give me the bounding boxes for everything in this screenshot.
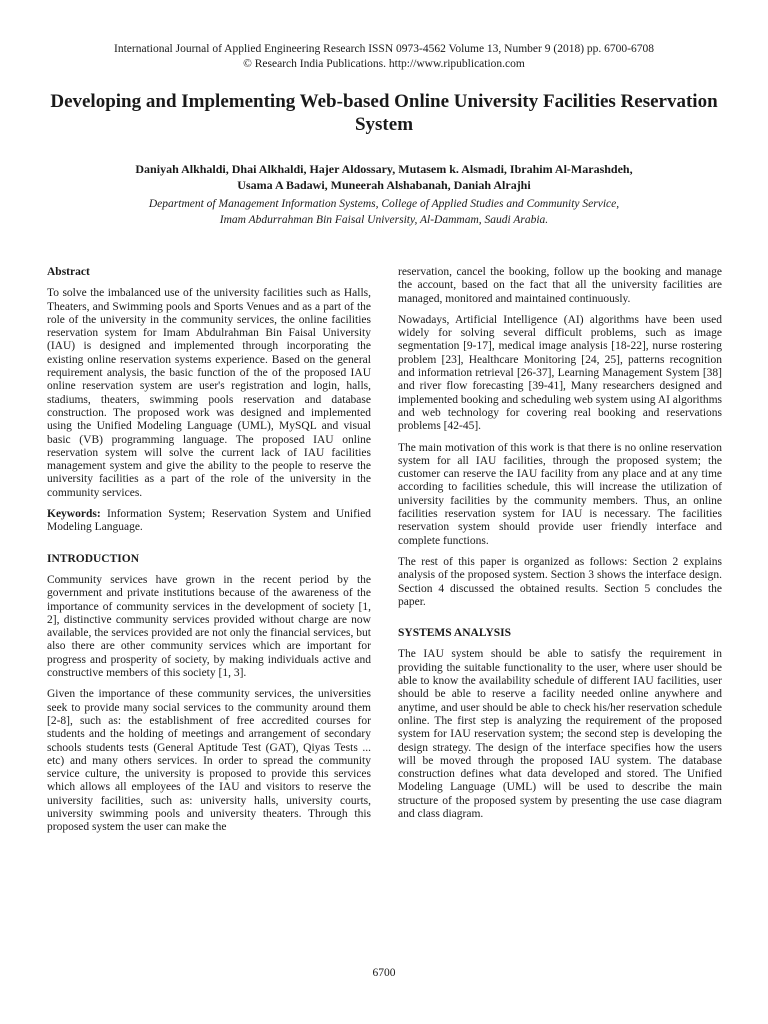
right-paragraph-1: reservation, cancel the booking, follow up the booking and manage the account, based on the fact that all the university facilities are managed, monitored and maintained continuously. [398, 266, 722, 305]
authors [40, 161, 728, 193]
journal-line: International Journal of Applied Engineering Research ISSN 0973-4562 Volume 13, Number 9 (2018) pp. 6700-6708 [114, 43, 654, 55]
systems-analysis-heading: SYSTEMS ANALYSIS [398, 627, 512, 640]
keywords-text: Information System; Reservation System and Unified Modeling Language. [47, 508, 372, 534]
keywords [47, 508, 371, 535]
right-paragraph-2: Nowadays, Artificial Intelligence (AI) algorithms have been used widely for solving several difficult problems, such as image segmentation [9-17], medical image analysis [18-22], nurse rostering problem [23], Healthcare Monitoring [24, 25], patterns recognition and information retrieval [26-37], Learning Management System [38] and river flow forecasting [39-41], Many researchers designed and implemented booking and scheduling web system using AI algorithms and web technology for covering real booking and reservations problems [42-45]. [398, 313, 722, 433]
right-paragraph-4: The rest of this paper is organized as follows: Section 2 explains analysis of the proposed system. Section 3 shows the interface design. Section 4 discussed the obtained results. Section 5 concludes the paper. [398, 555, 722, 608]
introduction-paragraph-2: Given the importance of these community services, the universities seek to provide many social services to the community around them [2-8], such as: the establishment of free accredited courses for students and the holding of meetings and arrangement of secondary schools students tests (General Aptitude Test (GAT), Qiyas Tests ... etc) and many others services. In order to spread the community service culture, the university is proposed to provide this services which allows all employees of the IAU and visitors to reserve the university facilities, such as: university halls, university courts, university swimming pools and university theaters. Through this proposed system the user can make the [47, 688, 371, 834]
authors-line-1: Daniyah Alkhaldi, Dhai Alkhaldi, Hajer Aldossary, Mutasem k. Alsmadi, Ibrahim Al-Marashdeh, [135, 162, 633, 176]
right-column [398, 266, 722, 829]
affiliation-line-1: Department of Management Information Systems, College of Applied Studies and Community Service, [148, 198, 620, 210]
affiliation [40, 196, 728, 228]
abstract-text: To solve the imbalanced use of the university facilities such as Halls, Theaters, and Swimming pools and Sports Venues and as a part of the role of the university in the community services, the online facilities reservation system for Imam Abdulrahman Bin Faisal University (IAU) is designed and implemented through incorporating the existing online reservation systems experience. Based on the general requirement analysis, the basic function of the of the proposed IAU online reservation system are user's registration and login, halls, stadiums, theaters, swimming pools reservation and database construction. The proposed work was designed and implemented using the Unified Modeling Language (UML), MySQL and visual basic (VB) programming language. The proposed IAU online reservation system will solve the current lack of IAU facilities management system and give the ability to the people to reserve the university facilities as a part of the role of the university in the community services. [47, 287, 371, 499]
systems-analysis-paragraph: The IAU system should be able to satisfy the requirement in providing the suitable functionality to the user, where user should be able to know the availability schedule of different IAU facilities, user should be able to reserve a facility needed online anywhere and anytime, and user should be able to check his/her reservation schedule online. The first step is analyzing the requirement of the proposed system for IAU reservation system; the second step is developing the design strategy. The design of the interface specifies how the users will be moved through the proposed IAU system. The database construction defines what data developed and stored. The Unified Modeling Language (UML) will be used to describe the main structure of the proposed system by presenting the use case diagram and class diagram. [398, 648, 722, 820]
publisher-line: © Research India Publications. http://www.ripublication.com [243, 58, 525, 70]
paper-title: Developing and Implementing Web-based Online University Facilities Reservation System [50, 91, 718, 135]
left-column [47, 266, 371, 843]
page-number: 6700 [372, 967, 396, 979]
journal-header [0, 42, 768, 72]
introduction-heading: INTRODUCTION [47, 552, 140, 565]
affiliation-line-2: Imam Abdurrahman Bin Faisal University, Al-Dammam, Saudi Arabia. [219, 214, 549, 226]
keywords-label: Keywords: [47, 508, 101, 521]
authors-line-2: Usama A Badawi, Muneerah Alshabanah, Daniah Alrajhi [237, 178, 531, 192]
abstract-heading: Abstract [47, 266, 90, 278]
introduction-paragraph-1: Community services have grown in the recent period by the government and private institutions because of the awareness of the importance of community services in the development of society [1, 2], distinctive community services provided without charge are now available, the services provided are not only the financial services, but also there are other community services which are important for progress and prosperity of society, by making individuals active and constructive members of this society [1, 3]. [47, 573, 371, 680]
right-paragraph-3: The main motivation of this work is that there is no online reservation system for all IAU facilities, through the proposed system; the customer can reserve the IAU facility from any place and at any time according to facilities schedule, this will increase the utilization of university facilities by the community members. Thus, an online facilities reservation system for IAU is necessary. The facilities reservation system should provide user friendly interface and complete functions. [398, 441, 722, 547]
